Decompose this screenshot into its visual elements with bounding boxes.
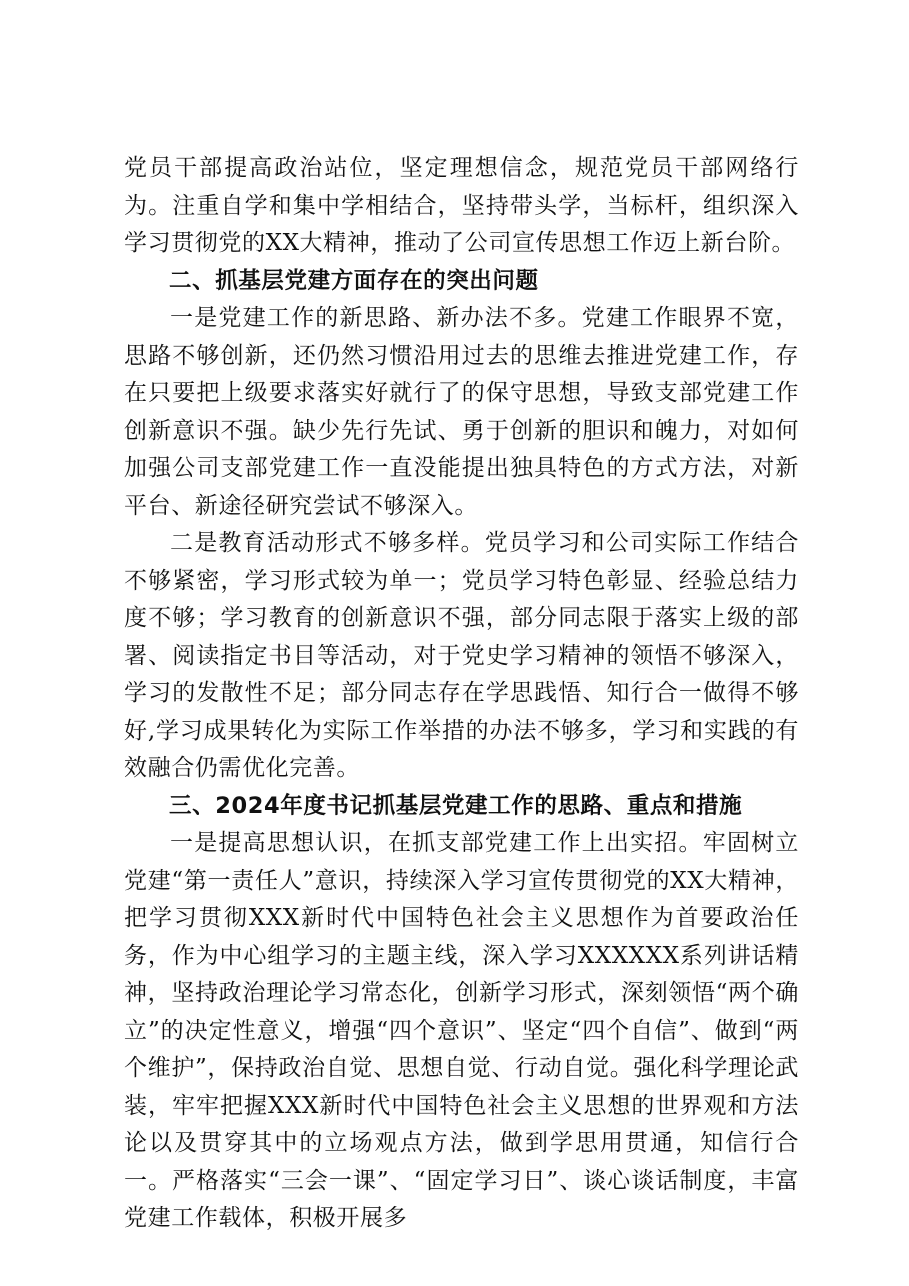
paragraph-improve-awareness: 一是提高思想认识，在抓支部党建工作上出实招。牢固树立党建“第一责任人”意识，持续深入学习宣传贯彻党的XX大精神，把学习贯彻XXX新时代中国特色社会主义思想作为首要政治任务，作为中心组学习的主题主线，深入学习XXXXXX系列讲话精神，坚持政治理论学习常态化，创新学习形式，深刻领悟“两个确立”的决定性意义，增强“四个意识”、坚定“四个自信”、做到“两个维护”，保持政治自觉、思想自觉、行动自觉。强化科学理论武装，牢牢把握XXX新时代中国特色社会主义思想的世界观和方法论以及贯穿其中的立场观点方法，做到学思用贯通，知信行合一。严格落实“三会一课”、“固定学习日”、谈心谈话制度，丰富党建工作载体，积极开展多 [124, 830, 799, 1231]
paragraph-education-activities: 二是教育活动形式不够多样。党员学习和公司实际工作结合不够紧密，学习形式较为单一；党员学习特色彰显、经验总结力度不够；学习教育的创新意识不强，部分同志限于落实上级的部署、阅读指定书目等活动，对于党史学习精神的领悟不够深入，学习的发散性不足；部分同志存在学思践悟、知行合一做得不够好,学习成果转化为实际工作举措的办法不够多，学习和实践的有效融合仍需优化完善。 [124, 530, 799, 781]
document-body [124, 150, 799, 1238]
paragraph-new-ideas: 一是党建工作的新思路、新办法不多。党建工作眼界不宽，思路不够创新，还仍然习惯沿用过去的思维去推进党建工作，存在只要把上级要求落实好就行了的保守思想，导致支部党建工作创新意识不强。缺少先行先试、勇于创新的胆识和魄力，对如何加强公司支部党建工作一直没能提出独具特色的方式方法，对新平台、新途径研究尝试不够深入。 [124, 305, 799, 519]
paragraph-continuation: 党员干部提高政治站位，坚定理想信念，规范党员干部网络行为。注重自学和集中学相结合，坚持带头学，当标杆，组织深入学习贯彻党的XX大精神，推动了公司宣传思想工作迈上新台阶。 [124, 155, 799, 256]
section-heading-2: 二、抓基层党建方面存在的突出问题 [169, 267, 539, 294]
section-heading-3: 三、2024年度书记抓基层党建工作的思路、重点和措施 [169, 792, 743, 819]
